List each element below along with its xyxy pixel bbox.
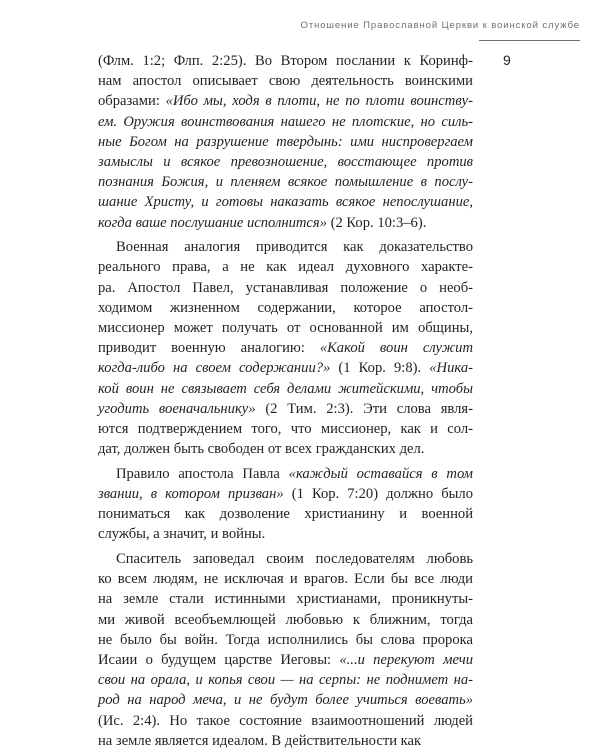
text-line <box>98 278 473 298</box>
text-run: образами: <box>98 93 166 110</box>
text-line <box>98 524 473 544</box>
text-run: (Флм. 1:2; Флп. 2:25). Во Втором послании к Коринф- <box>98 53 473 69</box>
header-rule <box>479 40 580 41</box>
paragraph <box>98 51 473 233</box>
text-line <box>98 132 473 152</box>
text-run: (2 Тим. 2:3). Эти слова явля- <box>255 400 473 417</box>
paragraph <box>98 237 473 459</box>
text-line <box>98 172 473 192</box>
text-run: Правило апостола Павла <box>116 465 289 482</box>
italic-quote: «Какой воин служит <box>319 340 473 357</box>
text-run: (1 Кор. 7:20) должно было <box>283 485 474 502</box>
text-line <box>98 484 473 504</box>
italic-quote: шание Христу, и готовы наказать всякое непослушание, <box>98 194 473 211</box>
italic-quote: «...и перекуют мечи <box>339 651 473 668</box>
text-run: (1 Кор. 9:8). <box>330 360 430 377</box>
text-line <box>98 464 473 484</box>
italic-quote: познания Божия, и пленяем всякое помышление в послу- <box>98 174 473 191</box>
text-line <box>98 213 473 233</box>
text-line <box>98 318 473 338</box>
text-line <box>98 731 473 751</box>
italic-quote: свои на орала, и копья свои — на серпы: не поднимет на- <box>98 672 473 689</box>
text-line <box>98 399 473 419</box>
text-line <box>98 298 473 318</box>
text-line <box>98 589 473 609</box>
body-text <box>98 51 473 751</box>
text-run: реального права, а не как идеал духовного характе- <box>98 259 473 276</box>
text-line <box>98 51 473 71</box>
text-line <box>98 711 473 731</box>
text-line <box>98 192 473 212</box>
text-run: (2 Кор. 10:3–6). <box>326 214 427 231</box>
text-run: на земле является идеалом. В действительности как <box>98 732 422 749</box>
italic-quote: замыслы и всякое превозношение, восстающее против <box>98 153 473 170</box>
text-line <box>98 419 473 439</box>
text-line <box>98 112 473 132</box>
text-run: дат, должен быть свободен от всех гражданских дел. <box>98 441 425 458</box>
italic-quote: «Ника- <box>429 360 474 377</box>
text-line <box>98 670 473 690</box>
paragraph <box>98 549 473 751</box>
running-head: Отношение Православной Церкви к воинской службе <box>300 20 580 31</box>
text-line <box>98 650 473 670</box>
text-run: ются подтверждением того, что миссионер, как и сол- <box>98 420 473 437</box>
text-run: (Ис. 2:4). Но такое состояние взаимоотношений людей <box>98 712 473 729</box>
paragraph <box>98 464 473 545</box>
text-run: на земле стали истинными христианами, проникнуты- <box>98 591 473 608</box>
text-line <box>98 152 473 172</box>
italic-quote: «каждый оставайся в том <box>288 465 473 482</box>
text-line <box>98 358 473 378</box>
italic-quote: кой воин не связывает себя делами житейскими, чтобы <box>98 380 473 397</box>
italic-quote: «Ибо мы, ходя в плоти, не по плоти воинству- <box>165 93 473 110</box>
text-run: не было бы войн. Тогда исполнились бы слова пророка <box>98 631 473 648</box>
page-number: 9 <box>503 52 511 68</box>
italic-quote: ем. Оружия воинствования нашего не плотские, но силь- <box>98 113 473 130</box>
text-run: Военная аналогия приводится как доказательство <box>116 239 473 256</box>
text-run: миссионер может получать от основанной им общины, <box>98 319 473 336</box>
text-line <box>98 569 473 589</box>
text-line <box>98 91 473 111</box>
italic-quote: звании, в котором призван» <box>98 485 284 502</box>
text-line <box>98 237 473 257</box>
text-run: службы, а значит, и войны. <box>98 526 266 543</box>
text-run: пониматься как дозволение христианину и военной <box>98 506 473 523</box>
italic-quote: угодить военачальнику» <box>98 400 256 417</box>
text-run: нам апостол описывает свою деятельность воинскими <box>98 73 473 90</box>
text-run: ра. Апостол Павел, устанавливая положение о необ- <box>98 279 473 296</box>
text-run: приводит военную аналогию: <box>98 340 320 357</box>
italic-quote: ные Богом на разрушение твердынь: ими ниспровергаем <box>98 133 473 150</box>
text-line <box>98 257 473 277</box>
text-run: Спаситель заповедал своим последователям любовь <box>116 551 473 567</box>
text-run: ходимом жизненном содержании, которое апостол- <box>98 299 473 316</box>
text-line <box>98 338 473 358</box>
italic-quote: когда-либо на своем содержании?» <box>98 360 331 377</box>
italic-quote: когда ваше послушание исполнится» <box>98 214 327 231</box>
text-line <box>98 630 473 650</box>
text-line <box>98 549 473 569</box>
text-line <box>98 439 473 459</box>
text-run: ми живой всеобъемлющей любовью к ближним, тогда <box>98 611 473 628</box>
text-run: Исаии о будущем царстве Иеговы: <box>98 651 340 668</box>
text-line <box>98 690 473 710</box>
text-line <box>98 504 473 524</box>
italic-quote: род на народ меча, и не будут более учиться воевать» <box>98 692 473 709</box>
text-line <box>98 379 473 399</box>
text-line <box>98 71 473 91</box>
text-run: ко всем людям, не исключая и врагов. Если бы все люди <box>98 571 473 588</box>
text-line <box>98 610 473 630</box>
